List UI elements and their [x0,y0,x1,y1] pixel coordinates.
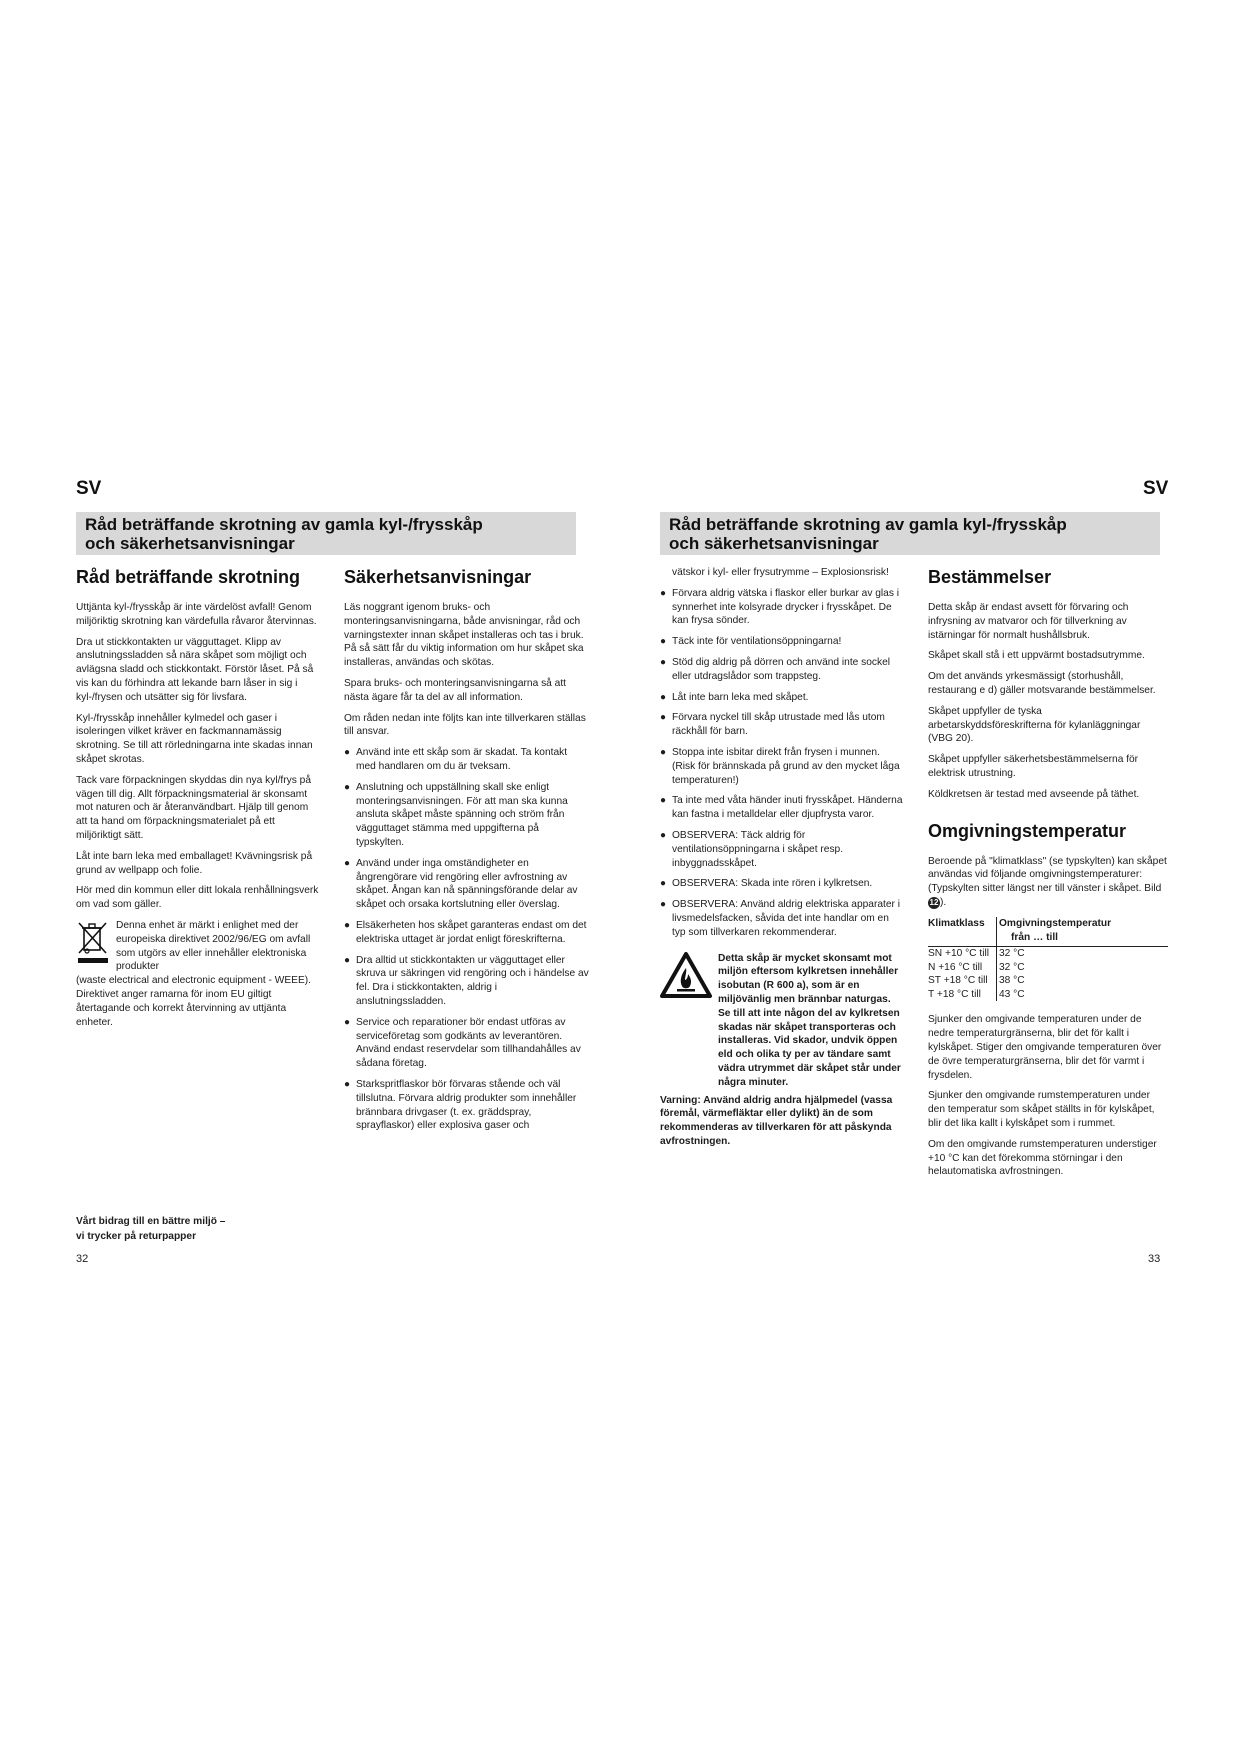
eco-note-line-1: Vårt bidrag till en bättre miljö – [76,1216,226,1227]
table-row [928,947,1168,961]
eco-note-line-2: vi trycker på returpapper [76,1231,197,1242]
table-cell [928,961,997,975]
disposal-paragraph: Kyl-/frysskåp innehåller kylmedel och gaser i isoleringen vilket kräver en fackmannamässig skrotning. Se till att rörledningarna inte skadas innan skåpet skrotas. [76,712,313,765]
page-number: 33 [1148,1253,1161,1265]
ambient-paragraph: Sjunker den omgivande temperaturen under de nedre temperaturgränserna, blir det för kallt i kylskåpet. Stiger den omgivande temperaturen över de övre temperaturgränserna, blir det för varmt i frysdelen. [928,1014,1162,1081]
section-header-line-2: och säkerhetsanvisningar [669,534,879,553]
table-cell-from: +16 °C till [938,961,983,973]
table-cell-from: +18 °C till [936,988,981,1000]
regulations-paragraph: Om det används yrkesmässigt (storhushåll, restaurang e d) gäller motsvarande bestämmelser. [928,671,1156,696]
safety-bullet: ● Anslutning och uppställning skall ske enligt monteringsanvisningen. För att man ska kunna ansluta skåpet måste spänning och ström från vägguttaget stämma med uppgifterna på typskylten. [344,781,589,850]
table-header-row [928,917,1168,947]
language-code: SV [76,478,102,499]
table-row [928,961,1168,975]
safety-bullet: ● Stoppa inte isbitar direkt från frysen i munnen. (Risk för brännskada på grund av den mycket låga temperaturen!) [660,746,905,787]
page-number: 32 [76,1253,89,1265]
safety-bullet: ● Förvara nyckel till skåp utrustade med lås utom räckhåll för barn. [660,711,905,739]
safety-paragraph: Läs noggrant igenom bruks- och monteringsanvisningarna, både anvisningar, råd och varningstexter innan skåpet installeras och tas i bruk. På så sätt får du viktig information om hur skåpet ska installeras, användas och skötas. [344,602,584,669]
disposal-paragraph: Hör med din kommun eller ditt lokala renhållningsverk om vad som gäller. [76,885,319,911]
section-header-line-1: Råd beträffande skrotning av gamla kyl-/frysskåp [85,515,483,534]
disposal-title: Råd beträffande skrotning [76,567,301,587]
regulations-paragraph: Skåpet uppfyller de tyska arbetarskyddsföreskrifterna för kylanläggningar (VBG 20). [928,705,1141,745]
section-header-line-2: och säkerhetsanvisningar [85,534,295,553]
regulations-title: Bestämmelser [928,567,1052,587]
language-code: SV [1143,478,1169,499]
safety-column [344,566,589,1140]
safety-bullet: ● Dra alltid ut stickkontakten ur vägguttaget eller skruva ur säkringen vid rengöring och i händelse av fel. Dra i stickkontakten, aldrig i anslutningssladden. [344,954,589,1009]
table-cell-class: ST [928,975,941,987]
table-cell-class: N [928,961,936,973]
weee-details: (waste electrical and electronic equipment - WEEE). Direktivet anger ramarna för inom EU giltigt återtagande och korrekt återvinning av uttjänta enheter. [76,975,311,1028]
table-cell [928,988,997,1002]
disposal-column [76,566,321,1036]
table-cell [928,974,997,988]
safety-bullet: ● Service och reparationer bör endast utföras av serviceföretag som godkänts av leverantören. Använd endast reservdelar som tillhandahålles av sådana företag. [344,1016,589,1071]
safety-paragraph: Om råden nedan inte följts kan inte tillverkaren ställas till ansvar. [344,712,586,738]
safety-bullet: ● Ta inte med våta händer inuti frysskåpet. Händerna kan fastna i metalldelar eller djupfrysta varor. [660,794,905,822]
table-row [928,974,1168,988]
safety-bullet: ● Låt inte barn leka med skåpet. [660,691,905,705]
ambient-intro-text: Beroende på "klimatklass" (se typskylten) kan skåpet användas vid följande omgivningstemperaturer: (Typskylten sitter längst ner till vänster i skåpet. Bild [928,855,1167,895]
table-cell-class: SN [928,948,943,960]
ambient-intro-end: ). [940,896,947,908]
disposal-paragraph: Uttjänta kyl-/frysskåp är inte värdelöst avfall! Genom miljöriktig skrotning kan värdefulla råvaror återvinnas. [76,602,317,627]
table-cell-to: 32 °C [997,947,1169,961]
safety-continued-text: vätskor i kyl- eller frysutrymme – Explosionsrisk! [672,567,889,578]
safety-bullet: ● Använd under inga omständigheter en ångrengörare vid rengöring eller avfrostning av skåpet. Ångan kan nå spänningsförande delar av skåpet och orsaka kortslutning eller överslag. [344,857,589,912]
eco-note [76,1214,225,1244]
disposal-paragraph: Tack vare förpackningen skyddas din nya kyl/frys på vägen till dig. Allt förpackningsmaterial är skonsamt mot naturen och är återanvändbart. Hjälp till genom att ta hand om förpackningsmaterialet på ett miljöriktigt sätt. [76,774,311,841]
climate-class-table [928,917,1168,1002]
safety-bullet: ● Använd inte ett skåp som är skadat. Ta kontakt med handlaren om du är tveksam. [344,746,589,774]
table-cell-to: 32 °C [997,961,1169,975]
safety-bullet: ● Täck inte för ventilationsöppningarna! [660,635,905,649]
safety-bullet: ● Starkspritflaskor bör förvaras stående och väl tillslutna. Förvara aldrig produkter som innehåller brännbara drivgaser (t. ex. gräddspray, sprayflaskor) eller explosiva gaser och [344,1078,589,1133]
table-cell [928,947,997,961]
regulations-column [928,566,1168,1186]
safety-bullet: ● Elsäkerheten hos skåpet garanteras endast om det elektriska uttaget är jordat enligt föreskrifterna. [344,919,589,947]
regulations-paragraph: Skåpet skall stå i ett uppvärmt bostadsutrymme. [928,650,1145,662]
disposal-paragraph: Låt inte barn leka med emballaget! Kvävningsrisk på grund av wellpapp och folie. [76,850,313,876]
table-cell-to: 38 °C [997,974,1169,988]
safety-bullet: ● OBSERVERA: Använd aldrig elektriska apparater i livsmedelsfacken, såvida det inte handlar om en typ som tillverkaren rekommenderar. [660,898,905,939]
section-header [76,512,576,555]
safety-bullet: ● Förvara aldrig vätska i flaskor eller burkar av glas i synnerhet inte kolsyrade drycker i frysskåpet. De kan frysa sönder. [660,587,905,628]
safety-bullet: ● Stöd dig aldrig på dörren och använd inte sockel eller utdragslådor som trappsteg. [660,656,905,684]
table-row [928,988,1168,1002]
regulations-paragraph: Detta skåp är endast avsett för förvaring och infrysning av matvaror och för tillverkning av istärningar för normalt hushållsbruk. [928,602,1129,641]
table-header-class: Klimatklass [928,917,997,947]
flammable-warning-icon [660,952,712,998]
right-page [620,0,1240,1754]
left-page [0,0,620,1754]
ambient-intro [928,855,1168,910]
safety-continued-column [660,566,905,1156]
weee-intro: Denna enhet är märkt i enlighet med der europeiska direktivet 2002/96/EG om avfall som utgörs av eller innehåller elektroniska produkter [116,919,311,973]
regulations-paragraph: Skåpet uppfyller säkerhetsbestämmelserna för elektrisk utrustning. [928,754,1139,779]
table-cell-from: +10 °C till [945,948,989,960]
safety-title: Säkerhetsanvisningar [344,567,532,587]
section-header [660,512,1160,555]
ambient-temperature-title: Omgivningstemperatur [928,820,1127,841]
table-cell-to: 43 °C [997,988,1169,1002]
ambient-paragraph: Sjunker den omgivande rumstemperaturen under den temperatur som skåpet ställts in för kylskåpet, blir det lika kallt i kylskåpet som i rummet. [928,1090,1155,1129]
table-cell-class: T [928,988,935,1000]
safety-paragraph: Spara bruks- och monteringsanvisningarna så att nästa ägare får ta del av all information. [344,677,566,703]
figure-reference: 12 [929,897,939,907]
safety-bullet: ● OBSERVERA: Täck aldrig för ventilationsöppningarna i skåpet resp. inbyggnadsskåpet. [660,829,905,870]
flammable-warning [660,952,905,1090]
table-cell-from: +18 °C till [943,975,988,987]
safety-bullet: ● OBSERVERA: Skada inte rören i kylkretsen. [660,877,905,891]
table-header-temperature-label: Omgivningstemperatur [999,917,1112,929]
flammable-warning-text: Detta skåp är mycket skonsamt mot miljön eftersom kylkretsen innehåller isobutan (R 600 a), som är en miljövänlig men brännbar naturgas. Se till att inte någon del av kylkretsen skadas när skåpet transporteras och installeras. Vid skador, undvik öppen eld och olika ty per av tändare samt vädra utrymmet där skåpet står under några minuter. [718,952,901,1088]
defrost-warning: Varning: Använd aldrig andra hjälpmedel (vassa föremål, värmefläktar eller dylikt) än de som rekommenderas av tillverkaren för att påskynda avfrostningen. [660,1094,893,1147]
regulations-paragraph: Köldkretsen är testad med avseende på täthet. [928,788,1140,800]
crossed-bin-icon [76,920,110,964]
table-header-range: från … till [1011,931,1058,943]
disposal-paragraph: Dra ut stickkontakten ur vägguttaget. Klipp av anslutningssladden så nära skåpet som möjligt och avlägsna sladd och stickkontakt. Förstör låset. På så vis kan du förhindra att lekande barn låser in sig i kyl-/frysen och utsätter sig för livsfara. [76,636,314,703]
section-header-line-1: Råd beträffande skrotning av gamla kyl-/frysskåp [669,515,1067,534]
ambient-paragraph: Om den omgivande rumstemperaturen understiger +10 °C kan det förekomma störningar i den helautomatiska avfrostningen. [928,1138,1157,1178]
weee-notice [76,919,321,974]
table-header-temperature [997,917,1169,947]
